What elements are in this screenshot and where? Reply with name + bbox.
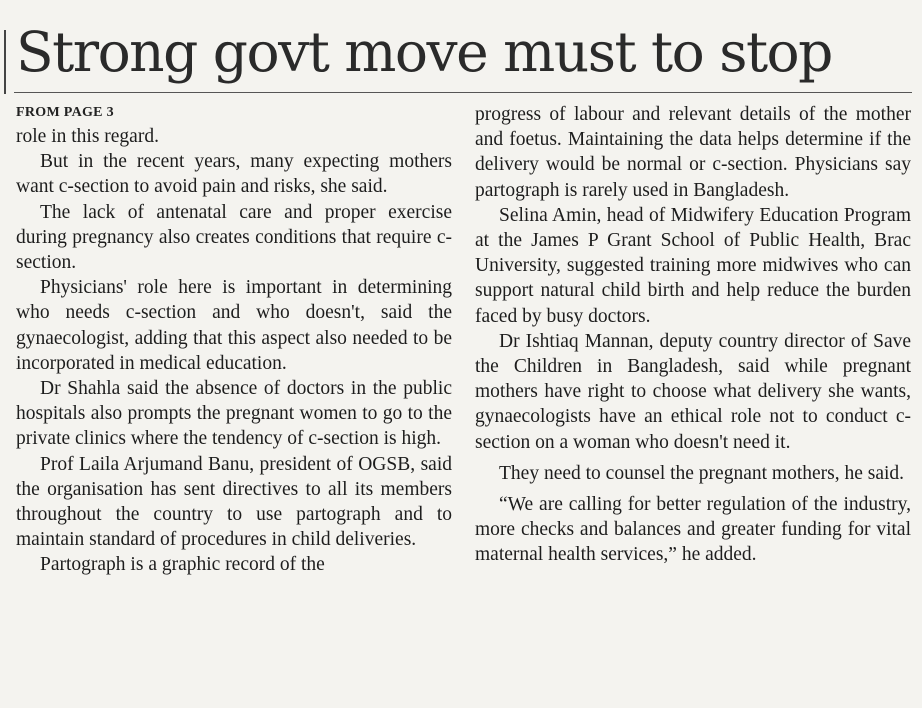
paragraph: They need to counsel the pregnant mothers, he said. xyxy=(499,462,905,484)
paragraph: Dr Shahla said the absence of doctors in the public hospitals also prompts the pregnant women to go to the private clinics where the tendency of c-section is high. xyxy=(16,378,452,450)
paragraph: But in the recent years, many expecting mothers want c-section to avoid pain and risks, she said. xyxy=(16,151,452,198)
paragraph: role in this regard. xyxy=(16,126,159,147)
headline-divider xyxy=(14,92,912,93)
paragraph: Physicians' role here is important in determining who needs c-section and who doesn't, said the gynaecologist, adding that this aspect also needed to be incorporated in medical education. xyxy=(16,277,452,374)
article-column-right xyxy=(475,102,911,702)
headline: Strong govt move must to stop xyxy=(16,20,832,84)
paragraph: progress of labour and relevant details of the mother and foetus. Maintaining the data helps determine if the delivery would be normal or c-section. Physicians say partograph is rarely used in Bangladesh. xyxy=(475,104,911,201)
continuation-label: FROM PAGE 3 xyxy=(16,105,114,120)
paragraph: The lack of antenatal care and proper exercise during pregnancy also creates conditions that require c-section. xyxy=(16,201,452,274)
paragraph: “We are calling for better regulation of the industry, more checks and balances and greater funding for vital maternal health services,” he added. xyxy=(475,494,911,566)
paragraph: Selina Amin, head of Midwifery Education Program at the James P Grant School of Public Health, Brac University, suggested training more midwives who can support natural child birth and help reduce the burden faced by busy doctors. xyxy=(475,204,911,327)
paragraph: Partograph is a graphic record of the xyxy=(40,554,325,576)
paragraph: Dr Ishtiaq Mannan, deputy country director of Save the Children in Bangladesh, said while pregnant mothers have right to choose what delivery she wants, gynaecologists have an ethical role not to conduct c-section on a woman who doesn't need it. xyxy=(475,330,911,453)
article-column-left xyxy=(16,102,452,702)
paragraph: Prof Laila Arjumand Banu, president of OGSB, said the organisation has sent directives to all its members throughout the country to use partograph and to maintain standard of procedures in child deliveries. xyxy=(16,453,452,551)
column-rule xyxy=(4,30,6,94)
